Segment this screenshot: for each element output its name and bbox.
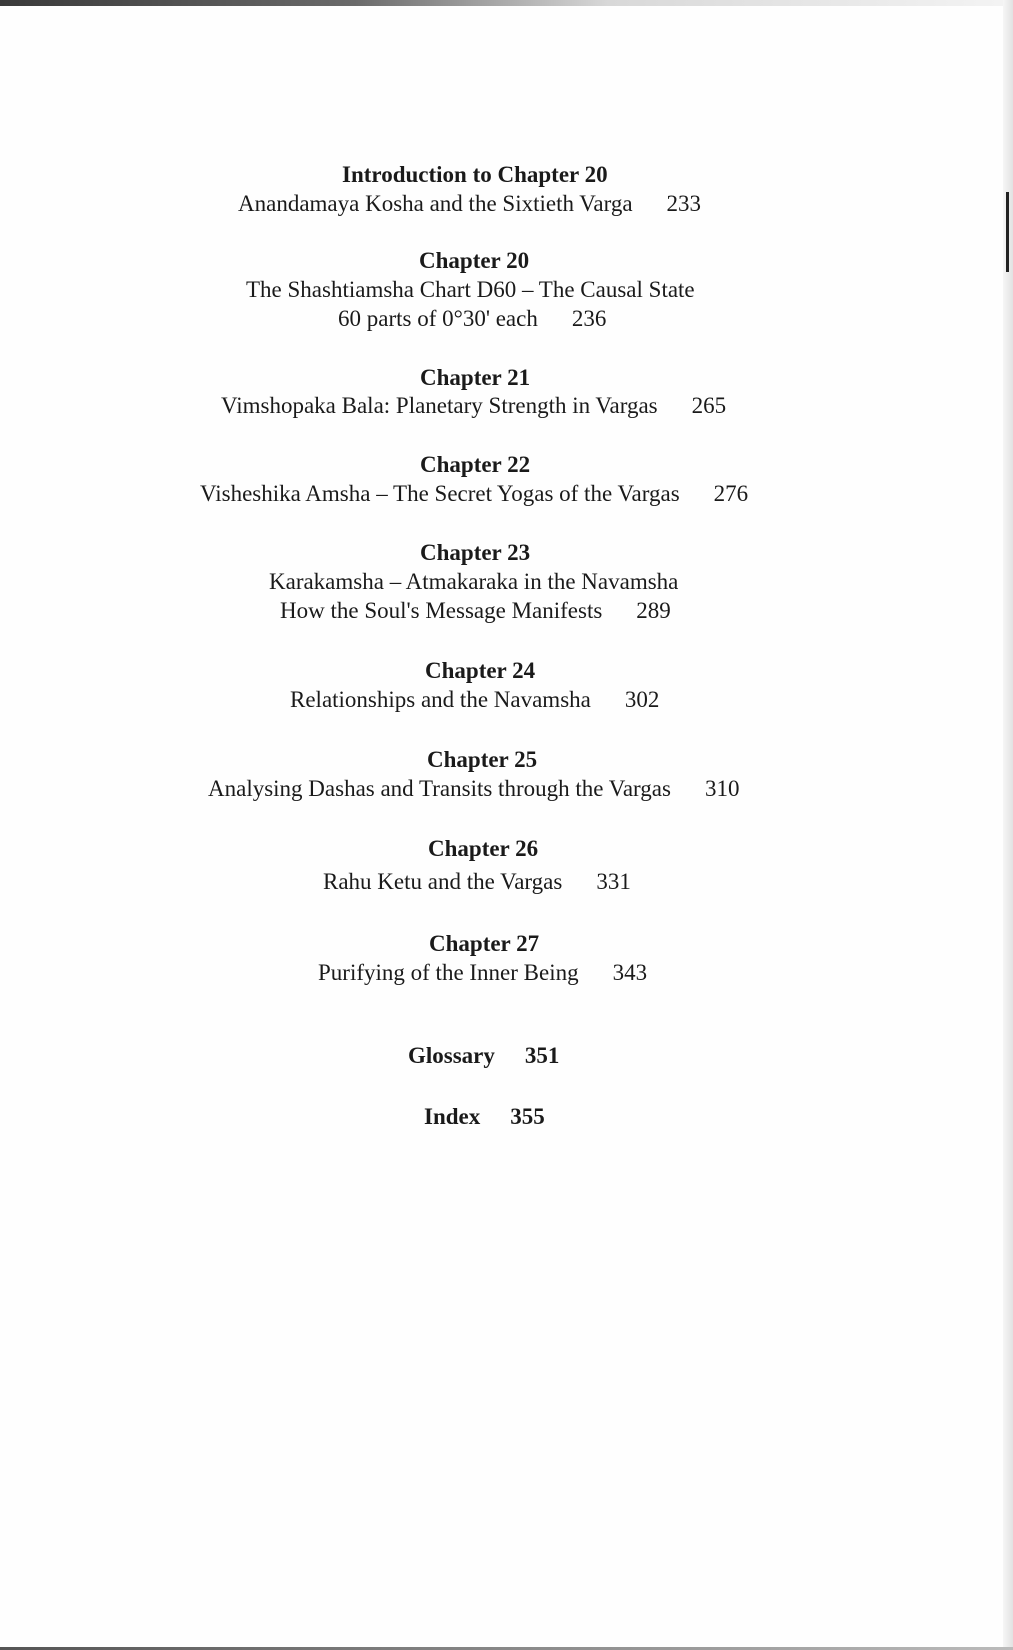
toc-page-number: 302 [624, 687, 660, 712]
toc-page-number: 289 [636, 598, 671, 623]
toc-entry-subtitle: How the Soul's Message Manifests [280, 598, 603, 623]
toc-index-label: Index [424, 1104, 481, 1129]
toc-entry-title: Visheshika Amsha – The Secret Yogas of the Vargas [200, 481, 680, 506]
toc-page-number: 236 [571, 306, 607, 331]
toc-entry-title: Purifying of the Inner Being [318, 960, 579, 985]
toc-entry-title: The Shashtiamsha Chart D60 – The Causal State [246, 277, 695, 302]
toc-page-number: 331 [596, 869, 631, 894]
toc-page-number: 233 [666, 191, 702, 216]
page-top-edge [0, 0, 1013, 6]
toc-entry-title: Analysing Dashas and Transits through the Vargas [208, 776, 671, 801]
toc-heading-text: Chapter 21 [420, 365, 531, 390]
toc-heading-text: Introduction to Chapter 20 [342, 162, 608, 187]
toc-entry-title: Karakamsha – Atmakaraka in the Navamsha [269, 569, 679, 594]
toc-heading-text: Chapter 23 [420, 540, 531, 565]
toc-entry-subtitle: 60 parts of 0°30' each [338, 306, 538, 331]
page-edge-mark [1006, 192, 1009, 272]
toc-entry-title: Anandamaya Kosha and the Sixtieth Varga [238, 191, 633, 216]
toc-heading-text: Chapter 22 [420, 452, 531, 477]
toc-glossary-label: Glossary [408, 1043, 495, 1068]
toc-heading-text: Chapter 26 [428, 836, 539, 861]
toc-page-number: 310 [704, 776, 740, 801]
toc-page-number: 343 [612, 960, 648, 985]
toc-page-number: 351 [524, 1043, 560, 1068]
toc-entry-title: Vimshopaka Bala: Planetary Strength in Vargas [221, 393, 658, 418]
toc-entry-title: Relationships and the Navamsha [290, 687, 591, 712]
toc-heading-text: Chapter 20 [419, 248, 530, 273]
toc-entry-title: Rahu Ketu and the Vargas [323, 869, 563, 894]
toc-heading-text: Chapter 25 [427, 747, 538, 772]
toc-page-number: 355 [510, 1104, 545, 1129]
toc-heading-text: Chapter 27 [429, 931, 540, 956]
toc-page-number: 265 [691, 393, 727, 418]
toc-heading-text: Chapter 24 [425, 658, 536, 683]
toc-page-number: 276 [713, 481, 749, 506]
